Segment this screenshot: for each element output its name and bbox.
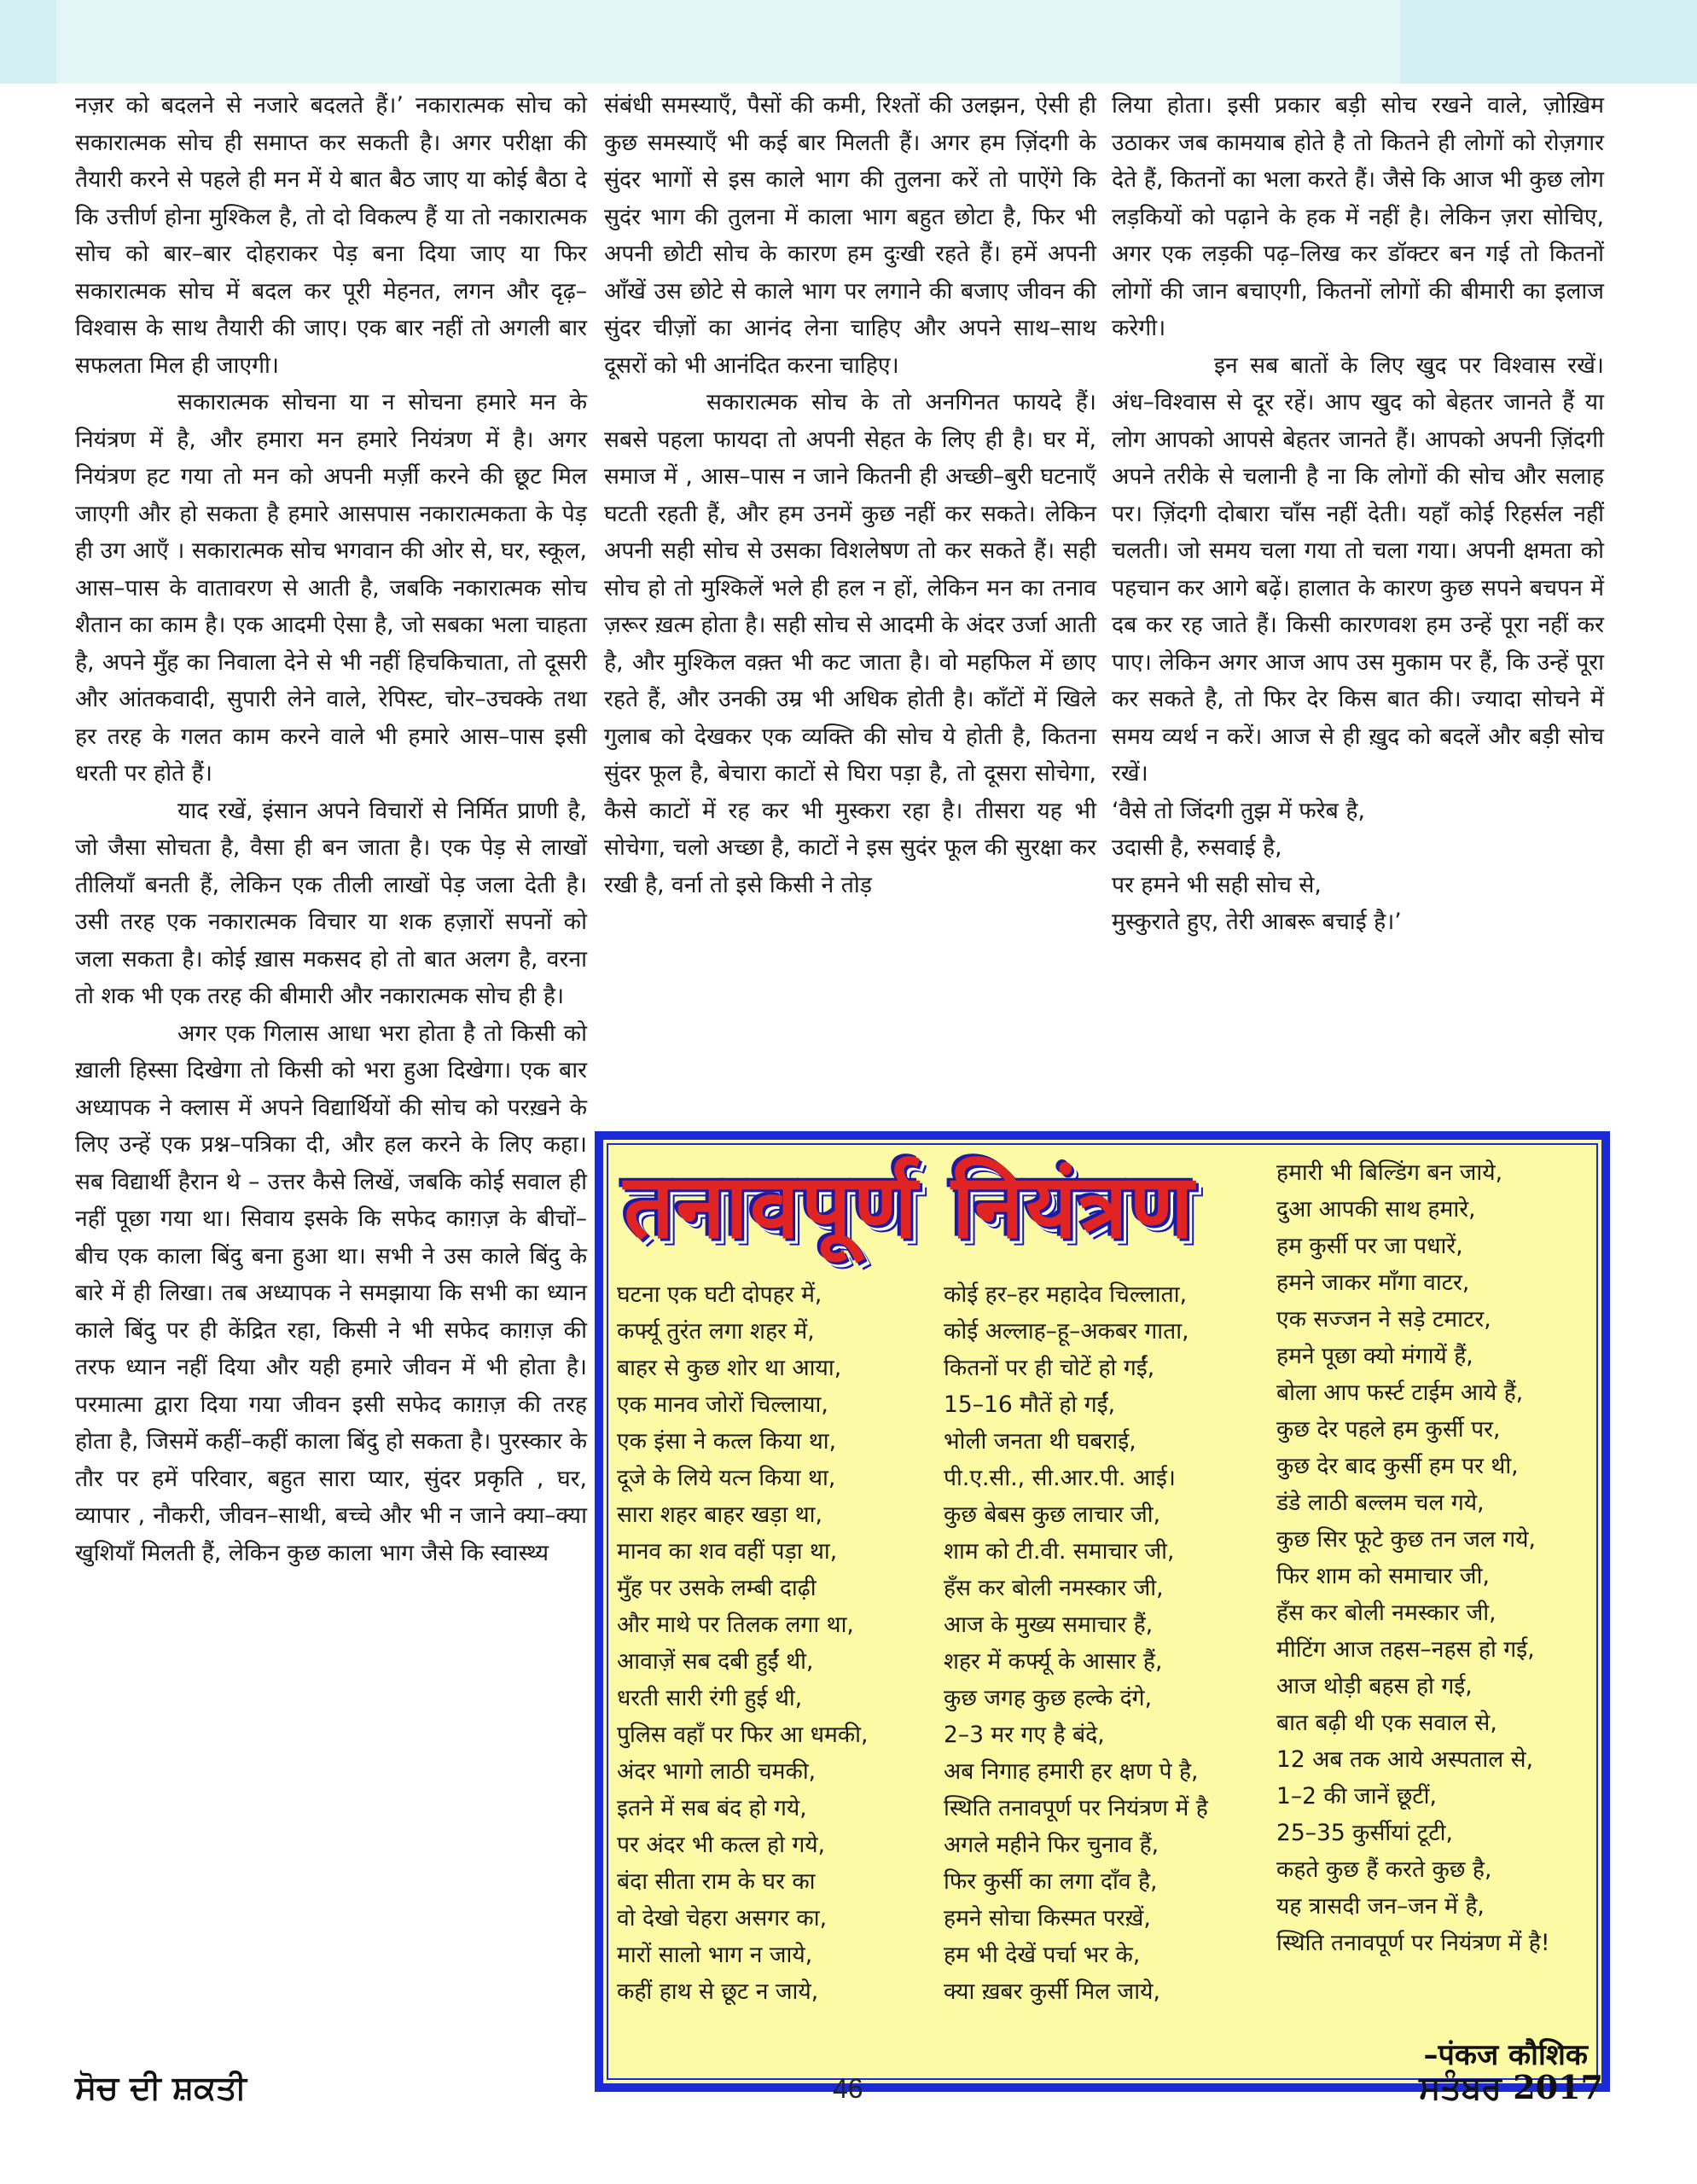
poem-line: आज के मुख्य समाचार हैं, (944, 1612, 1154, 1638)
paragraph: इन सब बातों के लिए खुद पर विश्वास रखें। अंध–विश्वास से दूर रहें। आप खुद को बेहतर जानते हैं या लोग आपको आपसे बेहतर जानते हैं। आपको अपनी ज़िंदगी अपने तरीके से चलानी है ना कि लोगों की सोच और सलाह पर। ज़िंदगी दोबारा चाँस नहीं देती। यहाँ कोई रिहर्सल नहीं चलती। जो समय चला गया तो चला गया। अपनी क्षमता को पहचान कर आगे बढ़ें। हालात के कारण कुछ सपने बचपन में दब कर रह जाते हैं। किसी कारणवश हम उन्हें पूरा नहीं कर पाए। लेकिन अगर आज आप उस मुकाम पर हैं, कि उन्हें पूरा कर सकते है, तो फिर देर किस बात की। ज्यादा सोचने में समय व्यर्थ न करें। आज से ही ख़ुद को बदलें और बड़ी सोच रखें। (1112, 351, 1604, 787)
poem-line: कोई हर–हर महादेव चिल्लाता, (944, 1281, 1188, 1308)
poem-column-2 (944, 1276, 1268, 2010)
poem-line: घटना एक घटी दोपहर में, (617, 1281, 822, 1308)
top-band (0, 0, 1697, 84)
poem-column-3 (1276, 1154, 1609, 1961)
top-band-right-block (1400, 0, 1697, 84)
poem-line: कुछ देर पहले हम कुर्सी पर, (1276, 1416, 1501, 1443)
poem-line: 1–2 की जानें छूटीं, (1276, 1783, 1437, 1809)
poem-line: दूजे के लिये यत्न किया था, (617, 1465, 836, 1491)
poem-line: कहते कुछ हैं करते कुछ है, (1276, 1856, 1492, 1883)
poem-line: भोली जनता थी घबराई, (944, 1428, 1136, 1455)
poem-line: कर्फ्यू तुरंत लगा शहर में, (617, 1318, 815, 1345)
poem-line: हमारी भी बिल्डिंग बन जाये, (1276, 1159, 1503, 1186)
poem-line: कुछ देर बाद कुर्सी हम पर थी, (1276, 1453, 1519, 1479)
paragraph: अगर एक गिलास आधा भरा होता है तो किसी को ख़ाली हिस्सा दिखेगा तो किसी को भरा हुआ दिखेगा। एक बार अध्यापक ने क्लास में अपने विद्यार्थियों की सोच को परख़ने के लिए उन्हें एक प्रश्न–पत्रिका दी, और हल करने के लिए कहा। सब विद्यार्थी हैरान थे – उत्तर कैसे लिखें, जबकि कोई सवाल ही नहीं पूछा गया था। सिवाय इसके कि सफेद काग़ज़ के बीचों–बीच एक काला बिंदु बना हुआ था। सभी ने उस काले बिंदु के बारे में ही लिखा। तब अध्यापक ने समझाया कि सभी का ध्यान काले बिंदु पर ही केंद्रित रहा, किसी ने भी सफेद काग़ज़ की तरफ ध्यान नहीं दिया और यही हमारे जीवन में भी होता है। परमात्मा द्वारा दिया गया जीवन इसी सफेद काग़ज़ की तरह होता है, जिसमें कहीं–कहीं काला बिंदु हो सकता है। पुरस्कार के तौर पर हमें परिवार, बहुत सारा प्यार, सुंदर प्रकृति , घर, व्यापार , नौकरी, जीवन–साथी, बच्चे और भी न जाने क्या–क्या खुशियाँ मिलती हैं, लेकिन कुछ काला भाग जैसे कि स्वास्थ्य (75, 1019, 587, 1566)
poem-line: पी.ए.सी., सी.आर.पी. आई। (944, 1465, 1176, 1491)
poem-line: दुआ आपकी साथ हमारे, (1276, 1196, 1476, 1223)
poem-line: मारों सालो भाग न जाये, (617, 1942, 813, 1968)
poem-line: वो देखो चेहरा असगर का, (617, 1905, 828, 1931)
article-column-2 (604, 87, 1096, 903)
poem-box (595, 1131, 1610, 2092)
poem-line: हम भी देखें पर्चा भर के, (944, 1942, 1141, 1968)
poem-line: एक मानव जोरों चिल्लाया, (617, 1391, 828, 1418)
article-column-1 (75, 87, 587, 1571)
poem-line: बोला आप फर्स्ट टाईम आये हैं, (1276, 1380, 1524, 1406)
poem-line: 25–35 कुर्सीयां टूटी, (1276, 1820, 1453, 1846)
poem-line: कुछ जगह कुछ हल्के दंगे, (944, 1685, 1152, 1711)
poem-line: बात बढ़ी थी एक सवाल से, (1276, 1710, 1497, 1736)
poem-line: क्या ख़बर कुर्सी मिल जाये, (944, 1978, 1160, 2005)
poem-line: फिर कुर्सी का लगा दाँव है, (944, 1868, 1158, 1895)
poem-line: कितनों पर ही चोटें हो गईं, (944, 1355, 1155, 1381)
paragraph: नज़र को बदलने से नजारे बदलते हैं।’ नकारात्मक सोच को सकारात्मक सोच ही समाप्त कर सकती है। अगर परीक्षा की तैयारी करने से पहले ही मन में ये बात बैठ जाए या कोई बैठा दे कि उत्तीर्ण होना मुश्किल है, तो दो विकल्प हैं या तो नकारात्मक सोच को बार–बार दोहराकर पेड़ बना दिया जाए या फिर सकारात्मक सोच में बदल कर पूरी मेहनत, लगन और दृढ़–विश्वास के साथ तैयारी की जाए। एक बार नहीं तो अगली बार सफलता मिल ही जाएगी। (75, 92, 587, 379)
poem-line: कोई अल्लाह–हू–अकबर गाता, (944, 1318, 1189, 1345)
paragraph: संबंधी समस्याएँ, पैसों की कमी, रिश्तों की उलझन, ऐसी ही कुछ समस्याएँ भी कई बार मिलती हैं। अगर हम ज़िंदगी के सुंदर भागों से इस काले भाग की तुलना करें तो पाऐंगे कि सुदंर भाग की तुलना में काला भाग बहुत छोटा है, फिर भी अपनी छोटी सोच के कारण हम दुःखी रहते हैं। हमें अपनी आँखें उस छोटे से काले भाग पर लगाने की बजाए जीवन की सुंदर चीज़ों का आनंद लेना चाहिए और अपने साथ–साथ दूसरों को भी आनंदित करना चाहिए। (604, 92, 1096, 379)
closing-verse-line: ‘वैसे तो जिंदगी तुझ में फरेब है, (1112, 797, 1365, 824)
closing-verse-line: मुस्कुराते हुए, तेरी आबरू बचाई है।’ (1112, 909, 1402, 935)
poem-line: 2–3 मर गए है बंदे, (944, 1722, 1105, 1748)
page-number: 46 (833, 2073, 863, 2104)
poem-line: एक इंसा ने कत्ल किया था, (617, 1428, 837, 1455)
paragraph: सकारात्मक सोच के तो अनगिनत फायदे हैं। सबसे पहला फायदा तो अपनी सेहत के लिए ही है। घर में, समाज में , आस–पास न जाने कितनी ही अच्छी–बुरी घटनाएँ घटती रहती हैं, और हम उनमें कुछ नहीं कर सकते। लेकिन अपनी सही सोच से उसका विशलेषण तो कर सकते हैं। सही सोच हो तो मुश्किलें भले ही हल न हों, लेकिन मन का तनाव ज़रूर ख़त्म होता है। सही सोच से आदमी के अंदर उर्जा आती है, और मुश्किल वक़्त भी कट जाता है। वो महफिल में छाए रहते हैं, और उनकी उम्र भी अधिक होती है। काँटों में खिले गुलाब को देखकर एक व्यक्ति की सोच ये होती है, कितना सुंदर फूल है, बेचारा काटों से घिरा पड़ा है, तो दूसरा सोचेगा, कैसे काटों में रह कर भी मुस्करा रहा है। तीसरा यह भी सोचेगा, चलो अच्छा है, काटों ने इस सुदंर फूल की सुरक्षा कर रखी है, वर्ना तो इसे किसी ने तोड़ (604, 389, 1096, 898)
poem-line: हँस कर बोली नमस्कार जी, (1276, 1600, 1496, 1626)
poem-line: यह त्रासदी जन–जन में है, (1276, 1893, 1485, 1920)
poem-column-1 (617, 1276, 941, 2010)
poem-line: अब निगाह हमारी हर क्षण पे है, (944, 1758, 1199, 1785)
poem-line: बंदा सीता राम के घर का (617, 1868, 816, 1895)
paragraph: लिया होता। इसी प्रकार बड़ी सोच रखने वाले, ज़ोख़िम उठाकर जब कामयाब होते है तो कितने ही लोगों को रोज़गार देते हैं, कितनों का भला करते हैं। जैसे कि आज भी कुछ लोग लड़कियों को पढ़ाने के हक में नहीं है। लेकिन ज़रा सोचिए, अगर एक लड़की पढ़–लिख कर डॉक्टर बन गई तो कितनों लोगों की जान बचाएगी, कितनों लोगों की बीमारी का इलाज करेगी। (1112, 92, 1604, 341)
page-footer (0, 2068, 1697, 2119)
poem-line: शाम को टी.वी. समाचार जी, (944, 1538, 1175, 1565)
paragraph: याद रखें, इंसान अपने विचारों से निर्मित प्राणी है, जो जैसा सोचता है, वैसा ही बन जाता है। एक पेड़ से लाखों तीलियाँ बनती हैं, लेकिन एक तीली लाखों पेड़ जला देती है। उसी तरह एक नकारात्मक विचार या शक हज़ारों सपनों को जला सकता है। कोई ख़ास मकसद हो तो बात अलग है, वरना तो शक भी एक तरह की बीमारी और नकारात्मक सोच ही है। (75, 797, 587, 1009)
poem-line: मीटिंग आज तहस–नहस हो गई, (1276, 1636, 1535, 1663)
poem-line: डंडे लाठी बल्लम चल गये, (1276, 1490, 1485, 1516)
poem-line: सारा शहर बाहर खड़ा था, (617, 1502, 822, 1528)
poem-line: 15–16 मौतें हो गईं, (944, 1391, 1116, 1418)
poem-line: आवाज़ें सब दबी हुईं थी, (617, 1648, 814, 1675)
poem-line: हमने पूछा क्यो मंगायें हैं, (1276, 1343, 1473, 1369)
poem-line: पर अंदर भी कत्ल हो गये, (617, 1832, 826, 1858)
magazine-name: ਸੋਚ ਦੀ ਸ਼ਕਤੀ (75, 2068, 247, 2106)
poem-line: फिर शाम को समाचार जी, (1276, 1563, 1490, 1589)
poem-line: मुँह पर उसके लम्बी दाढ़ी (617, 1575, 817, 1601)
poem-line: हम कुर्सी पर जा पधारें, (1276, 1233, 1463, 1259)
poem-line: एक सज्जन ने सड़े टमाटर, (1276, 1306, 1491, 1333)
poem-line: 12 अब तक आये अस्पताल से, (1276, 1746, 1534, 1773)
poem-line: इतने में सब बंद हो गये, (617, 1795, 807, 1821)
poem-line: कहीं हाथ से छूट न जाये, (617, 1978, 819, 2005)
issue-date: ਸਤੰਬਰ 2017 (1419, 2068, 1603, 2106)
poem-line: स्थिति तनावपूर्ण पर नियंत्रण में है (944, 1795, 1208, 1821)
poem-line: मानव का शव वहीं पड़ा था, (617, 1538, 838, 1565)
poem-author: –पंकज कौशिक (1423, 2038, 1588, 2072)
poem-line: अगले महीने फिर चुनाव हैं, (944, 1832, 1159, 1858)
poem-title: तनावपूर्ण नियंत्रण (624, 1154, 1195, 1258)
poem-line: अंदर भागो लाठी चमकी, (617, 1758, 817, 1785)
poem-line: कुछ सिर फूटे कुछ तन जल गये, (1276, 1526, 1536, 1553)
poem-line: शहर में कर्फ्यू के आसार हैं, (944, 1648, 1163, 1675)
poem-line: धरती सारी रंगी हुई थी, (617, 1685, 803, 1711)
poem-line: आज थोड़ी बहस हो गई, (1276, 1673, 1473, 1699)
poem-line: हमने सोचा किस्मत परख़ें, (944, 1905, 1151, 1931)
poem-line: पुलिस वहाँ पर फिर आ धमकी, (617, 1722, 869, 1748)
closing-verse-line: उदासी है, रुसवाई है, (1112, 834, 1282, 861)
poem-line: स्थिति तनावपूर्ण पर नियंत्रण में है! (1276, 1930, 1550, 1956)
closing-verse-line: पर हमने भी सही सोच से, (1112, 871, 1322, 898)
poem-line: बाहर से कुछ शोर था आया, (617, 1355, 842, 1381)
paragraph: सकारात्मक सोचना या न सोचना हमारे मन के नियंत्रण में है, और हमारा मन हमारे नियंत्रण में है। अगर नियंत्रण हट गया तो मन को अपनी मर्ज़ी करने की छूट मिल जाएगी और हो सकता है हमारे आसपास नकारात्मकता के पेड़ ही उग आएँ । सकारात्मक सोच भगवान की ओर से, घर, स्कूल, आस–पास के वातावरण से आती है, जबकि नकारात्मक सोच शैतान का काम है। एक आदमी ऐसा है, जो सबका भला चाहता है, अपने मुँह का निवाला देने से भी नहीं हिचकिचाता, तो दूसरी और आंतकवादी, सुपारी लेने वाले, रेपिस्ट, चोर–उचक्के तथा हर तरह के गलत काम करने वाले भी हमारे आस–पास इसी धरती पर होते हैं। (75, 389, 587, 787)
poem-line: और माथे पर तिलक लगा था, (617, 1612, 854, 1638)
poem-line: कुछ बेबस कुछ लाचार जी, (944, 1502, 1161, 1528)
poem-line: हँस कर बोली नमस्कार जी, (944, 1575, 1164, 1601)
article-column-3 (1112, 87, 1604, 941)
top-band-left-block (0, 0, 56, 84)
poem-line: हमने जाकर माँगा वाटर, (1276, 1269, 1470, 1296)
